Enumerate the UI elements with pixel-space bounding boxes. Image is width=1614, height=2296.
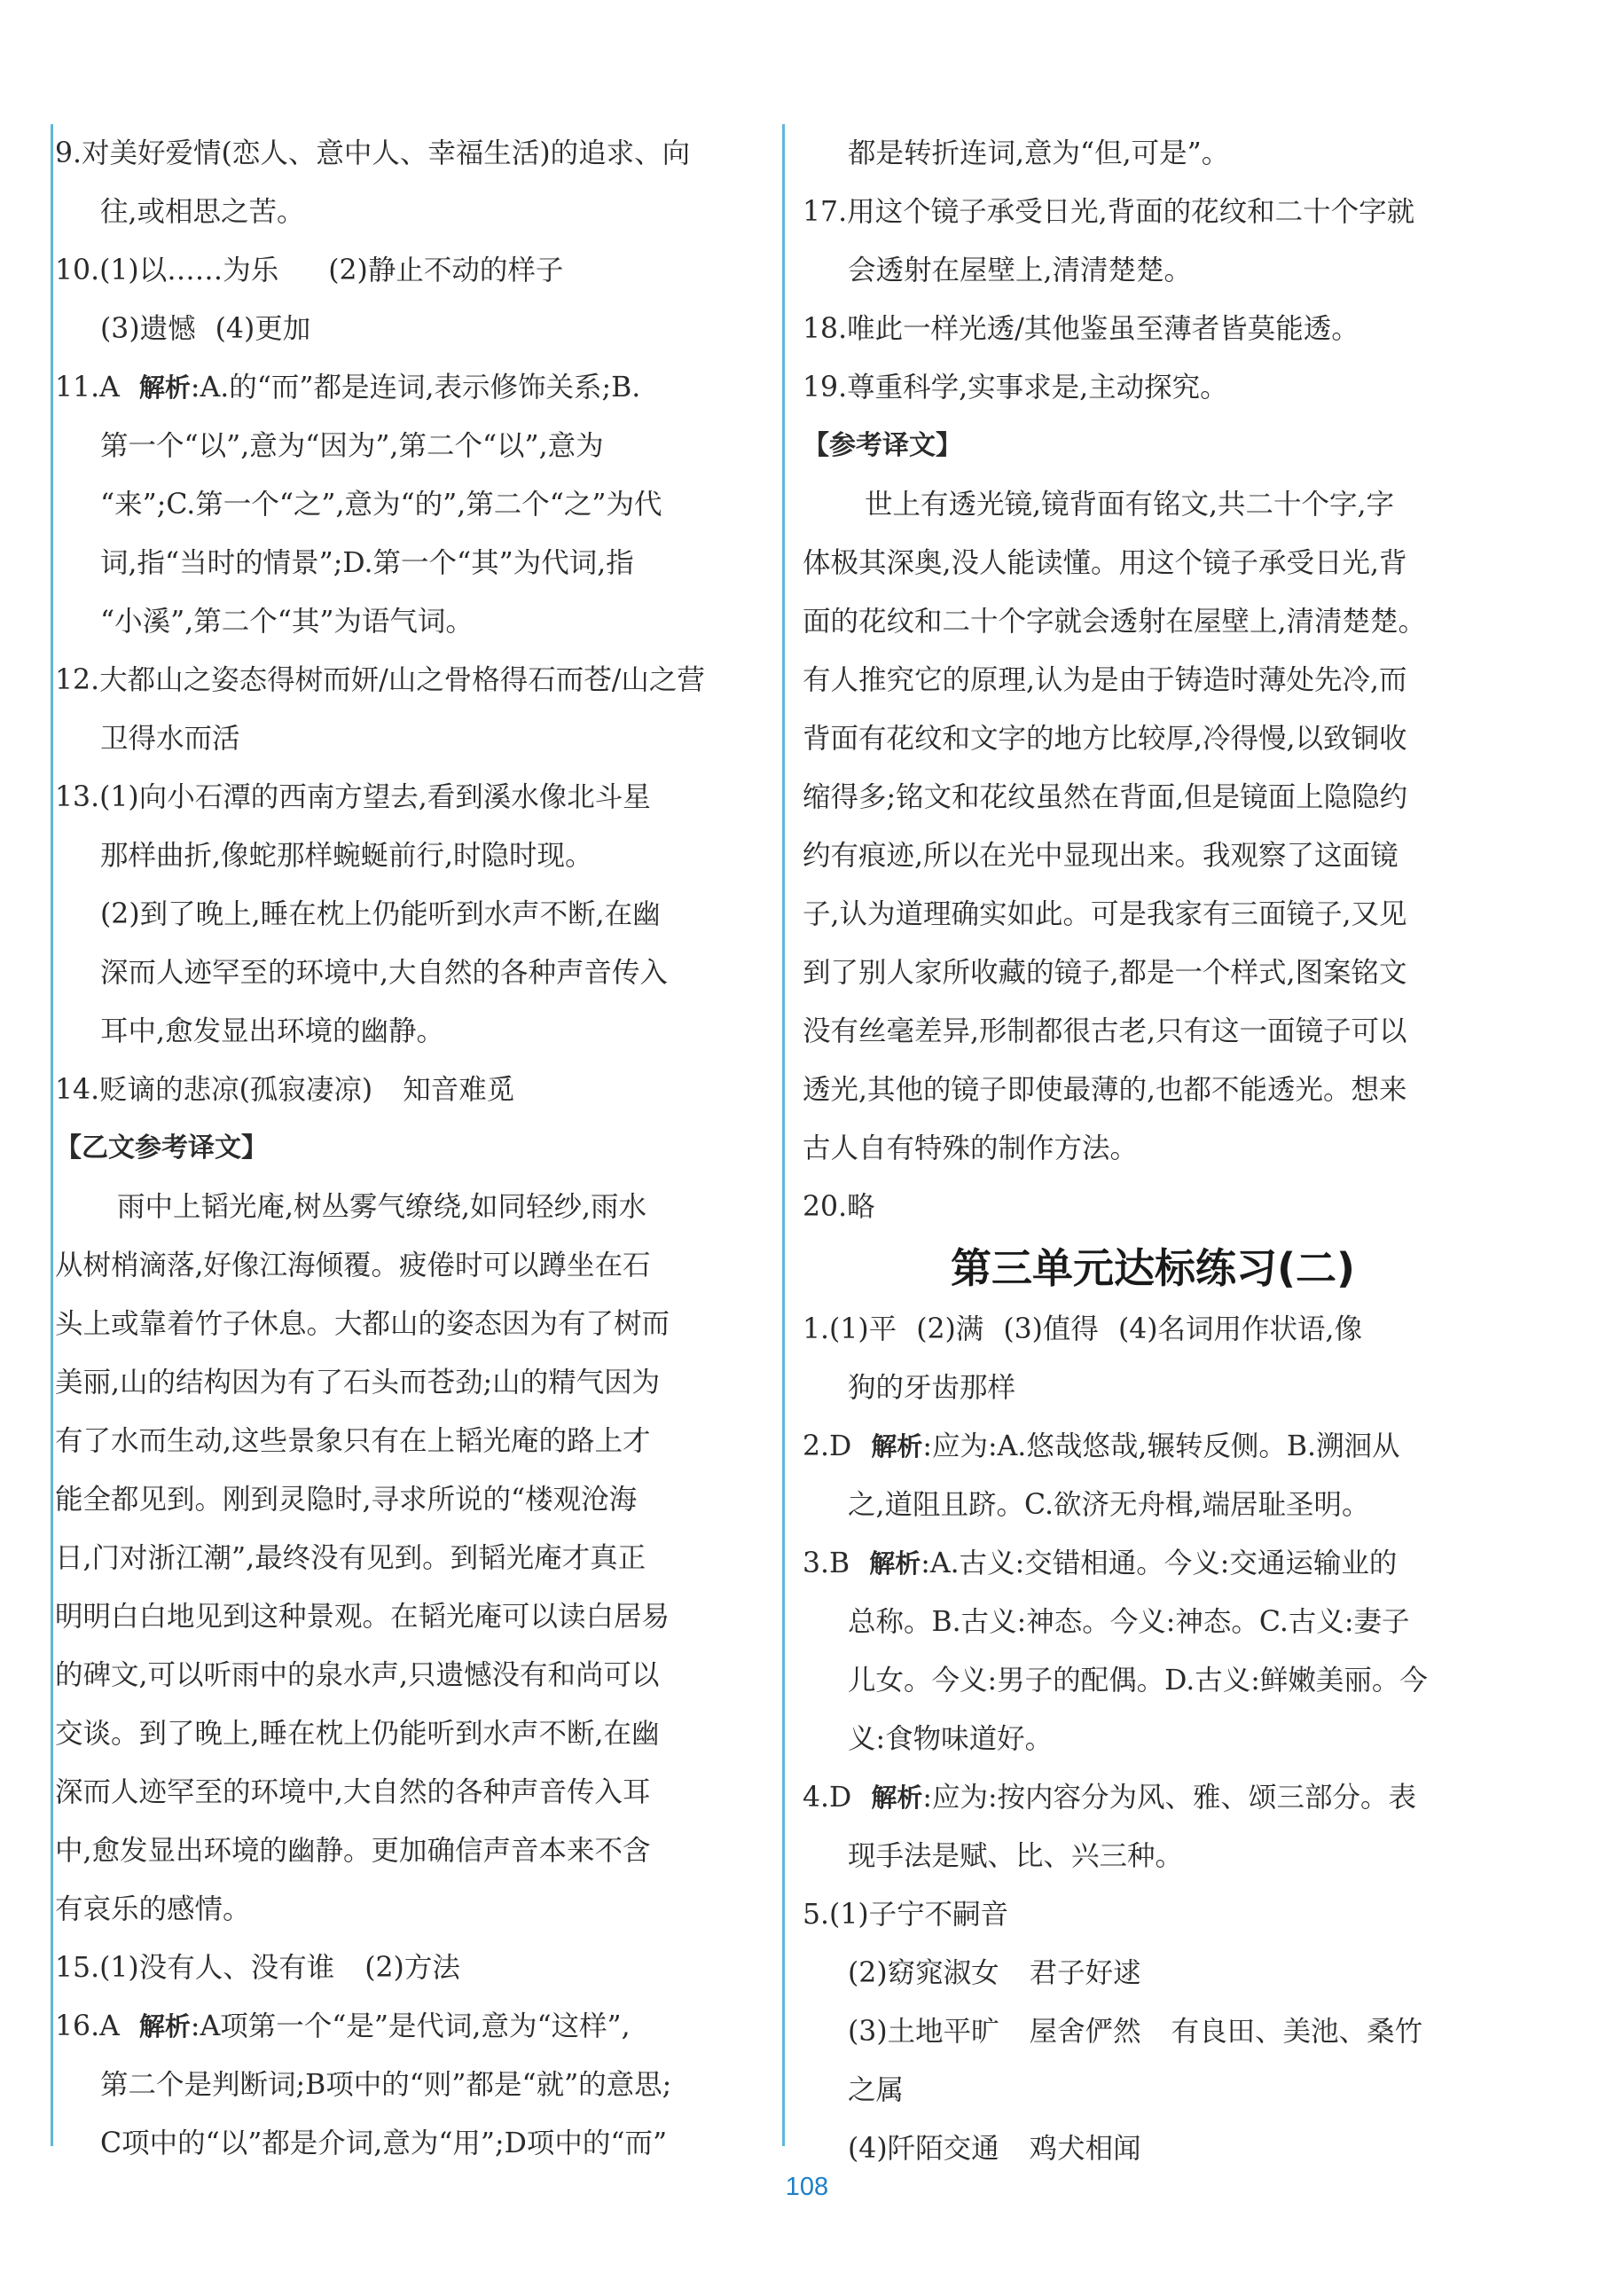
answer-16-text: :A项第一个“是”是代词,意为“这样”, xyxy=(190,2010,631,2042)
unit3-answer-4-line-2: 现手法是赋、比、兴三种。 xyxy=(848,1840,1184,1872)
unit3-answer-5-line-3 xyxy=(803,2002,1503,2061)
center-column-rule xyxy=(782,124,785,2146)
section-title: 第三单元达标练习(二) xyxy=(950,1244,1356,1292)
unit3-answer-2-line-2: 之,道阻且跻。C.欲济无舟楫,端居耻圣明。 xyxy=(848,1489,1370,1521)
reference-translation-line: 有人推究它的原理,认为是由于铸造时薄处先冷,而 xyxy=(803,664,1407,696)
left-column xyxy=(55,124,751,2173)
answer-11-line-2: 第一个“以”,意为“因为”,第二个“以”,意为 xyxy=(100,430,604,462)
analysis-label: 解析 xyxy=(138,2011,191,2041)
unit3-answer-1-part-2: (2)满 xyxy=(916,1313,984,1345)
unit3-answer-3-line-3: 儿女。今义:男子的配偶。D.古义:鲜嫩美丽。今 xyxy=(848,1665,1428,1697)
unit3-answer-1-line-1 xyxy=(803,1300,1503,1359)
answer-16-line-1 xyxy=(55,1997,751,2056)
answer-10-line-2 xyxy=(55,300,751,358)
unit3-answer-4-number: 4.D xyxy=(803,1782,852,1814)
yi-translation-line: 从树梢滴落,好像江海倾覆。疲倦时可以蹲坐在石 xyxy=(55,1250,651,1281)
reference-translation-line: 透光,其他的镜子即使最薄的,也都不能透光。想来 xyxy=(803,1074,1407,1106)
reference-translation-line: 背面有花纹和文字的地方比较厚,冷得慢,以致铜收 xyxy=(803,723,1407,755)
answer-9-line-1: 9.对美好爱情(恋人、意中人、幸福生活)的追求、向 xyxy=(55,137,691,169)
answer-14 xyxy=(55,1061,751,1119)
reference-translation-line: 面的花纹和二十个字就会透射在屋壁上,清清楚楚。 xyxy=(803,606,1427,638)
reference-translation-line: 古人自有特殊的制作方法。 xyxy=(803,1132,1139,1164)
yi-translation-line: 的碑文,可以听雨中的泉水声,只遗憾没有和尚可以 xyxy=(55,1659,660,1691)
yi-translation-line: 美丽,山的结构因为有了石头而苍劲;山的精气因为 xyxy=(55,1367,661,1399)
answer-18: 18.唯此一样光透/其他鉴虽至薄者皆莫能透。 xyxy=(803,313,1359,345)
yi-translation-line: 明明白白地见到这种景观。在韬光庵可以读白居易 xyxy=(55,1601,670,1633)
answer-20: 20.略 xyxy=(803,1191,875,1223)
reference-translation-line: 子,认为道理确实如此。可是我家有三面镜子,又见 xyxy=(803,898,1407,930)
answer-15-part-1: 15.(1)没有人、没有谁 xyxy=(55,1952,335,1984)
right-column xyxy=(803,124,1503,2178)
answer-11-line-4: 词,指“当时的情景”;D.第一个“其”为代词,指 xyxy=(100,547,634,579)
unit3-answer-3-line-2: 总称。B.古义:神态。今义:神态。C.古义:妻子 xyxy=(848,1606,1410,1638)
answer-14-part-2: 知音难觅 xyxy=(403,1074,515,1106)
unit3-answer-1-part-4: (4)名词用作状语,像 xyxy=(1117,1313,1363,1345)
yi-translation-line: 深而人迹罕至的环境中,大自然的各种声音传入耳 xyxy=(55,1776,651,1808)
unit3-answer-5-line-1: 5.(1)子宁不嗣音 xyxy=(803,1899,1009,1931)
answer-15 xyxy=(55,1939,751,1997)
yi-translation-line: 中,愈发显出环境的幽静。更加确信声音本来不含 xyxy=(55,1835,651,1867)
yi-translation-line: 雨中上韬光庵,树丛雾气缭绕,如同轻纱,雨水 xyxy=(117,1191,647,1223)
unit3-answer-1-line-2: 狗的牙齿那样 xyxy=(848,1372,1016,1404)
unit3-answer-3-line-1 xyxy=(803,1534,1503,1593)
unit3-answer-2-line-1 xyxy=(803,1417,1503,1476)
unit3-answer-1-part-1: 1.(1)平 xyxy=(803,1313,897,1345)
answer-16-line-2: 第二个是判断词;B项中的“则”都是“就”的意思; xyxy=(100,2069,672,2101)
reference-translation-line: 约有痕迹,所以在光中显现出来。我观察了这面镜 xyxy=(803,840,1399,872)
unit3-answer-3-line-4: 义:食物味道好。 xyxy=(848,1723,1054,1755)
answer-13-line-5: 耳中,愈发显出环境的幽静。 xyxy=(100,1015,445,1047)
answer-14-part-1: 14.贬谪的悲凉(孤寂凄凉) xyxy=(55,1074,373,1106)
yi-translation-line: 交谈。到了晚上,睡在枕上仍能听到水声不断,在幽 xyxy=(55,1718,660,1750)
answer-13-line-2: 那样曲折,像蛇那样蜿蜒前行,时隐时现。 xyxy=(100,840,593,872)
answer-16-line-4: 都是转折连词,意为“但,可是”。 xyxy=(848,137,1230,169)
answer-10-line-1 xyxy=(55,241,751,300)
analysis-label: 解析 xyxy=(871,1783,923,1813)
reference-translation-line: 没有丝毫差异,形制都很古老,只有这一面镜子可以 xyxy=(803,1015,1407,1047)
yi-translation-line: 能全都见到。刚到灵隐时,寻求所说的“楼观沧海 xyxy=(55,1484,638,1516)
answer-10-part-3: (3)遗憾 xyxy=(100,313,196,345)
analysis-label: 解析 xyxy=(871,1431,923,1461)
unit3-answer-4-line-1 xyxy=(803,1768,1503,1827)
page-number: 108 xyxy=(785,2173,829,2201)
reference-translation-heading: 【参考译文】 xyxy=(803,430,962,461)
answer-13-line-1: 13.(1)向小石潭的西南方望去,看到溪水像北斗星 xyxy=(55,781,651,813)
unit3-answer-2-number: 2.D xyxy=(803,1430,852,1462)
reference-translation-line: 世上有透光镜,镜背面有铭文,共二十个字,字 xyxy=(865,489,1395,521)
unit3-answer-5-part: 君子好逑 xyxy=(1029,1957,1141,1989)
yi-translation-line: 有哀乐的感情。 xyxy=(55,1893,251,1925)
answer-19: 19.尊重科学,实事求是,主动探究。 xyxy=(803,372,1228,404)
unit3-answer-3-number: 3.B xyxy=(803,1548,850,1579)
answer-12-line-1: 12.大都山之姿态得树而妍/山之骨格得石而苍/山之营 xyxy=(55,664,705,696)
analysis-label: 解析 xyxy=(138,372,191,403)
reference-translation-line: 体极其深奥,没人能读懂。用这个镜子承受日光,背 xyxy=(803,547,1407,579)
left-margin-rule xyxy=(51,124,53,2146)
answer-17-line-1: 17.用这个镜子承受日光,背面的花纹和二十个字就 xyxy=(803,196,1415,228)
unit3-answer-4-text: :应为:按内容分为风、雅、颂三部分。表 xyxy=(922,1782,1417,1814)
unit3-answer-5-part: (4)阡陌交通 xyxy=(848,2133,999,2165)
unit3-answer-5-line-5 xyxy=(803,2120,1503,2178)
answer-15-part-2: (2)方法 xyxy=(364,1952,460,1984)
answer-11-line-1 xyxy=(55,358,751,417)
unit3-answer-1-part-3: (3)值得 xyxy=(1003,1313,1099,1345)
answer-13-line-3: (2)到了晚上,睡在枕上仍能听到水声不断,在幽 xyxy=(100,898,661,930)
unit3-answer-5-part: (3)土地平旷 xyxy=(848,2016,999,2048)
reference-translation-line: 缩得多;铭文和花纹虽然在背面,但是镜面上隐隐约 xyxy=(803,781,1408,813)
reference-translation-line: 到了别人家所收藏的镜子,都是一个样式,图案铭文 xyxy=(803,957,1407,989)
unit3-answer-5-part: 鸡犬相闻 xyxy=(1029,2133,1141,2165)
unit3-answer-5-part: (2)窈窕淑女 xyxy=(848,1957,999,1989)
yi-translation-line: 头上或靠着竹子休息。大都山的姿态因为有了树而 xyxy=(55,1308,670,1340)
unit3-answer-5-part: 屋舍俨然 xyxy=(1029,2016,1141,2048)
answer-16-line-3: C项中的“以”都是介词,意为“用”;D项中的“而” xyxy=(100,2128,668,2159)
unit3-answer-5-line-4: 之属 xyxy=(848,2074,905,2106)
unit3-answer-5-line-2 xyxy=(803,1944,1503,2002)
answer-11-line-3: “来”;C.第一个“之”,意为“的”,第二个“之”为代 xyxy=(100,489,662,521)
answer-16-number: 16.A xyxy=(55,2010,120,2042)
unit3-answer-3-text: :A.古义:交错相通。今义:交通运输业的 xyxy=(921,1548,1398,1579)
yi-translation-line: 有了水而生动,这些景象只有在上韬光庵的路上才 xyxy=(55,1425,651,1457)
unit3-answer-2-text: :应为:A.悠哉悠哉,辗转反侧。B.溯洄从 xyxy=(922,1430,1400,1462)
answer-11-text: :A.的“而”都是连词,表示修饰关系;B. xyxy=(190,372,641,404)
yi-translation-line: 日,门对浙江潮”,最终没有见到。到韬光庵才真正 xyxy=(55,1542,646,1574)
answer-11-line-5: “小溪”,第二个“其”为语气词。 xyxy=(100,606,474,638)
answer-12-line-2: 卫得水而活 xyxy=(100,723,240,755)
answer-9-line-2: 往,或相思之苦。 xyxy=(100,196,305,228)
answer-11-number: 11.A xyxy=(55,372,120,404)
answer-10-part-4: (4)更加 xyxy=(215,313,311,345)
answer-10-part-1: 10.(1)以……为乐 xyxy=(55,255,279,286)
unit3-answer-5-part: 有良田、美池、桑竹 xyxy=(1171,2016,1423,2048)
answer-10-part-2: (2)静止不动的样子 xyxy=(328,255,564,286)
yi-translation-heading: 【乙文参考译文】 xyxy=(55,1132,268,1164)
answer-17-line-2: 会透射在屋壁上,清清楚楚。 xyxy=(848,255,1193,286)
analysis-label: 解析 xyxy=(869,1548,921,1579)
answer-13-line-4: 深而人迹罕至的环境中,大自然的各种声音传入 xyxy=(100,957,669,989)
